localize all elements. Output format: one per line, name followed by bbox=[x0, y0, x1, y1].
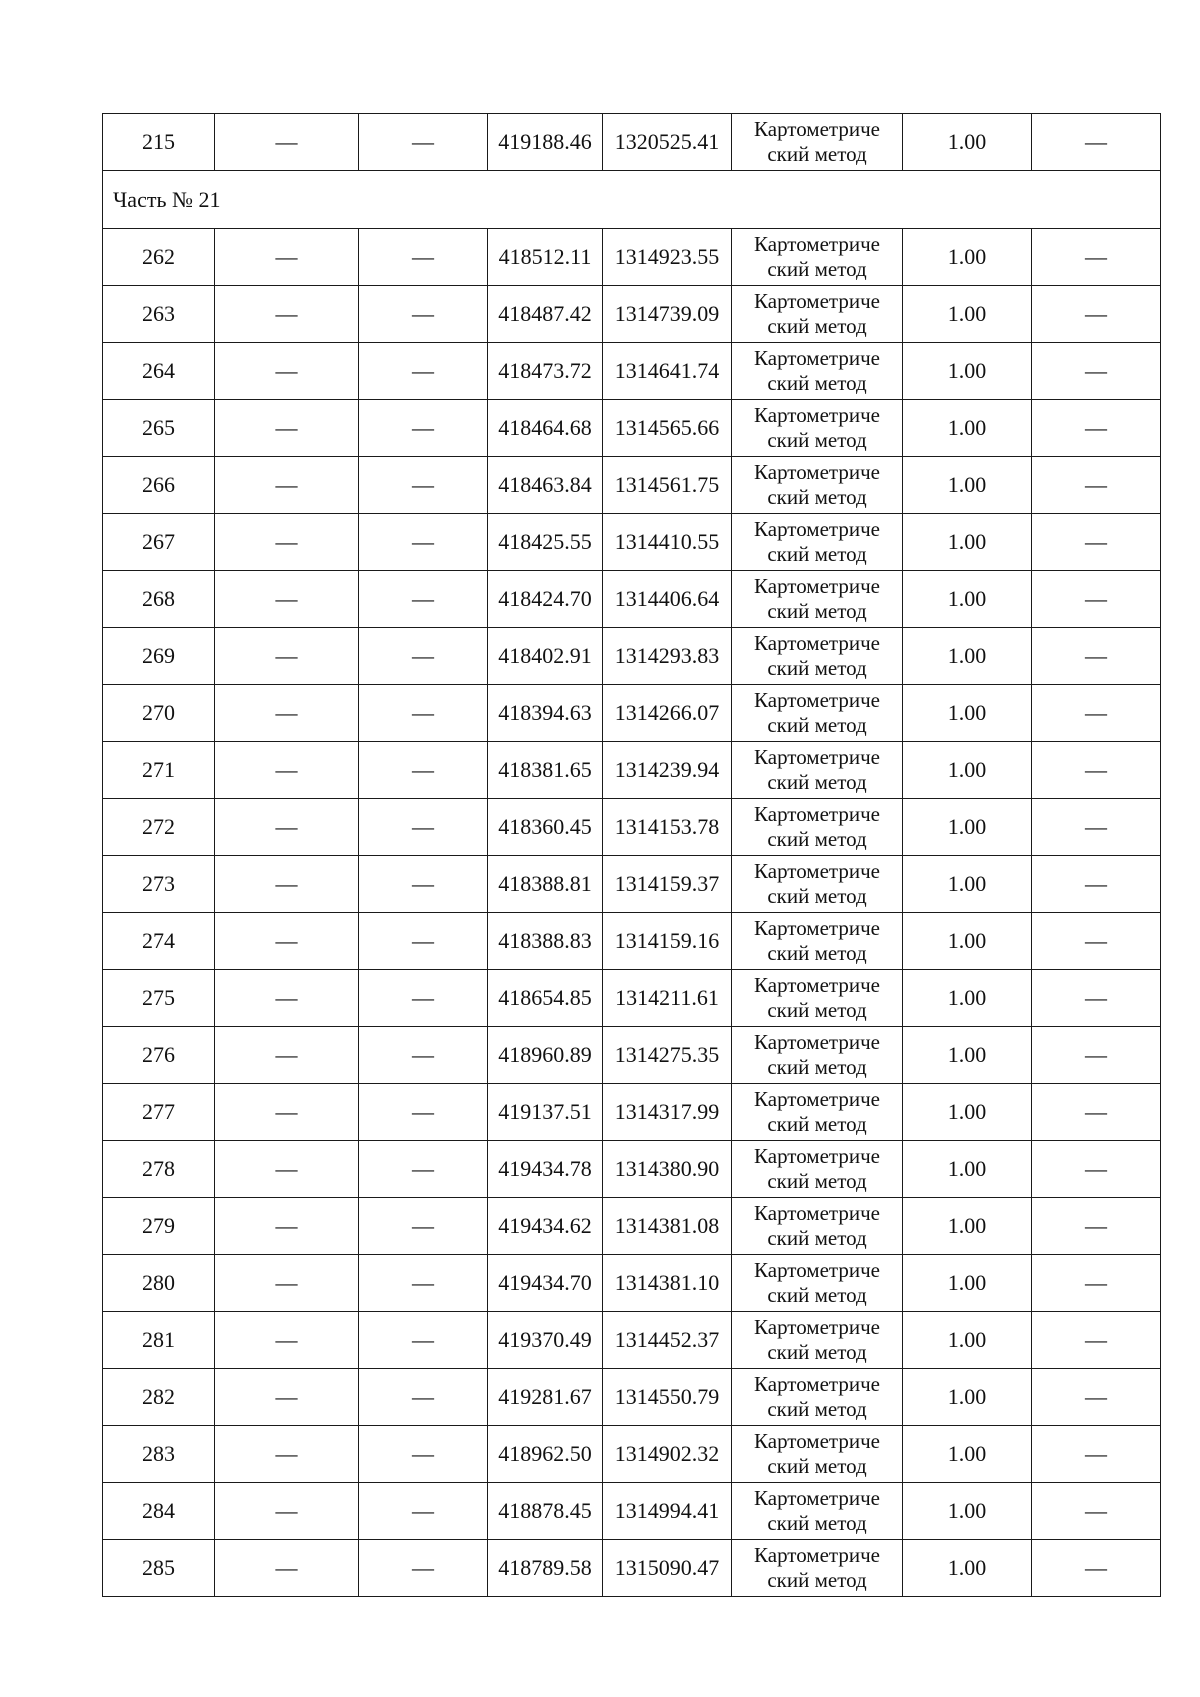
accuracy-cell: 1.00 bbox=[903, 114, 1032, 171]
dash-cell: — bbox=[1032, 1255, 1161, 1312]
dash-cell: — bbox=[1032, 1369, 1161, 1426]
dash-cell: — bbox=[215, 1198, 359, 1255]
table-row bbox=[103, 970, 1161, 1027]
method-cell: Картометриче ский метод bbox=[732, 1255, 903, 1312]
dash-cell: — bbox=[359, 742, 488, 799]
accuracy-cell: 1.00 bbox=[903, 913, 1032, 970]
dash-cell: — bbox=[1032, 114, 1161, 171]
y-coordinate-cell: 1314994.41 bbox=[603, 1483, 732, 1540]
dash-cell: — bbox=[1032, 799, 1161, 856]
dash-cell: — bbox=[1032, 229, 1161, 286]
accuracy-cell: 1.00 bbox=[903, 229, 1032, 286]
x-coordinate-cell: 418402.91 bbox=[488, 628, 603, 685]
y-coordinate-cell: 1314561.75 bbox=[603, 457, 732, 514]
x-coordinate-cell: 419434.70 bbox=[488, 1255, 603, 1312]
accuracy-cell: 1.00 bbox=[903, 571, 1032, 628]
table-row bbox=[103, 1426, 1161, 1483]
x-coordinate-cell: 418388.83 bbox=[488, 913, 603, 970]
dash-cell: — bbox=[359, 229, 488, 286]
method-cell: Картометриче ский метод bbox=[732, 400, 903, 457]
accuracy-cell: 1.00 bbox=[903, 514, 1032, 571]
point-number-cell: 285 bbox=[103, 1540, 215, 1597]
x-coordinate-cell: 418473.72 bbox=[488, 343, 603, 400]
dash-cell: — bbox=[1032, 685, 1161, 742]
method-cell: Картометриче ский метод bbox=[732, 1426, 903, 1483]
method-cell: Картометриче ский метод bbox=[732, 1483, 903, 1540]
dash-cell: — bbox=[359, 514, 488, 571]
table-row bbox=[103, 1369, 1161, 1426]
dash-cell: — bbox=[359, 1255, 488, 1312]
point-number-cell: 274 bbox=[103, 913, 215, 970]
dash-cell: — bbox=[215, 685, 359, 742]
dash-cell: — bbox=[215, 343, 359, 400]
method-cell: Картометриче ский метод bbox=[732, 571, 903, 628]
dash-cell: — bbox=[1032, 1540, 1161, 1597]
dash-cell: — bbox=[359, 400, 488, 457]
point-number-cell: 262 bbox=[103, 229, 215, 286]
y-coordinate-cell: 1314275.35 bbox=[603, 1027, 732, 1084]
y-coordinate-cell: 1314410.55 bbox=[603, 514, 732, 571]
table-row bbox=[103, 1255, 1161, 1312]
point-number-cell: 283 bbox=[103, 1426, 215, 1483]
x-coordinate-cell: 418425.55 bbox=[488, 514, 603, 571]
x-coordinate-cell: 418360.45 bbox=[488, 799, 603, 856]
dash-cell: — bbox=[359, 114, 488, 171]
table-row bbox=[103, 1312, 1161, 1369]
y-coordinate-cell: 1314550.79 bbox=[603, 1369, 732, 1426]
x-coordinate-cell: 419137.51 bbox=[488, 1084, 603, 1141]
point-number-cell: 269 bbox=[103, 628, 215, 685]
coordinates-table bbox=[102, 113, 1161, 1597]
method-cell: Картометриче ский метод bbox=[732, 1369, 903, 1426]
method-cell: Картометриче ский метод bbox=[732, 1198, 903, 1255]
table-row bbox=[103, 1084, 1161, 1141]
y-coordinate-cell: 1314266.07 bbox=[603, 685, 732, 742]
point-number-cell: 263 bbox=[103, 286, 215, 343]
dash-cell: — bbox=[215, 1027, 359, 1084]
dash-cell: — bbox=[359, 856, 488, 913]
dash-cell: — bbox=[1032, 514, 1161, 571]
table-row bbox=[103, 343, 1161, 400]
x-coordinate-cell: 418962.50 bbox=[488, 1426, 603, 1483]
table-row bbox=[103, 799, 1161, 856]
x-coordinate-cell: 418878.45 bbox=[488, 1483, 603, 1540]
dash-cell: — bbox=[215, 514, 359, 571]
accuracy-cell: 1.00 bbox=[903, 1084, 1032, 1141]
point-number-cell: 277 bbox=[103, 1084, 215, 1141]
dash-cell: — bbox=[215, 1369, 359, 1426]
dash-cell: — bbox=[359, 1027, 488, 1084]
point-number-cell: 284 bbox=[103, 1483, 215, 1540]
dash-cell: — bbox=[215, 114, 359, 171]
point-number-cell: 275 bbox=[103, 970, 215, 1027]
table-row bbox=[103, 913, 1161, 970]
method-cell: Картометриче ский метод bbox=[732, 1084, 903, 1141]
point-number-cell: 281 bbox=[103, 1312, 215, 1369]
table-row bbox=[103, 286, 1161, 343]
dash-cell: — bbox=[215, 400, 359, 457]
method-cell: Картометриче ский метод bbox=[732, 856, 903, 913]
point-number-cell: 267 bbox=[103, 514, 215, 571]
dash-cell: — bbox=[215, 229, 359, 286]
y-coordinate-cell: 1314565.66 bbox=[603, 400, 732, 457]
dash-cell: — bbox=[215, 742, 359, 799]
dash-cell: — bbox=[215, 1255, 359, 1312]
table-row bbox=[103, 1483, 1161, 1540]
x-coordinate-cell: 418789.58 bbox=[488, 1540, 603, 1597]
dash-cell: — bbox=[1032, 286, 1161, 343]
dash-cell: — bbox=[215, 1483, 359, 1540]
x-coordinate-cell: 418388.81 bbox=[488, 856, 603, 913]
document-page bbox=[102, 113, 1160, 1597]
dash-cell: — bbox=[359, 1426, 488, 1483]
dash-cell: — bbox=[215, 571, 359, 628]
point-number-cell: 272 bbox=[103, 799, 215, 856]
point-number-cell: 279 bbox=[103, 1198, 215, 1255]
method-cell: Картометриче ский метод bbox=[732, 343, 903, 400]
table-row bbox=[103, 628, 1161, 685]
dash-cell: — bbox=[359, 628, 488, 685]
accuracy-cell: 1.00 bbox=[903, 1540, 1032, 1597]
method-cell: Картометриче ский метод bbox=[732, 913, 903, 970]
x-coordinate-cell: 419434.78 bbox=[488, 1141, 603, 1198]
x-coordinate-cell: 419188.46 bbox=[488, 114, 603, 171]
x-coordinate-cell: 418464.68 bbox=[488, 400, 603, 457]
dash-cell: — bbox=[359, 1483, 488, 1540]
table-row bbox=[103, 685, 1161, 742]
accuracy-cell: 1.00 bbox=[903, 1312, 1032, 1369]
table-row bbox=[103, 514, 1161, 571]
table-row bbox=[103, 229, 1161, 286]
dash-cell: — bbox=[359, 1084, 488, 1141]
point-number-cell: 215 bbox=[103, 114, 215, 171]
dash-cell: — bbox=[359, 1369, 488, 1426]
table-row bbox=[103, 400, 1161, 457]
x-coordinate-cell: 418960.89 bbox=[488, 1027, 603, 1084]
accuracy-cell: 1.00 bbox=[903, 856, 1032, 913]
method-cell: Картометриче ский метод bbox=[732, 286, 903, 343]
table-row bbox=[103, 1198, 1161, 1255]
y-coordinate-cell: 1314923.55 bbox=[603, 229, 732, 286]
accuracy-cell: 1.00 bbox=[903, 628, 1032, 685]
method-cell: Картометриче ский метод bbox=[732, 628, 903, 685]
y-coordinate-cell: 1315090.47 bbox=[603, 1540, 732, 1597]
dash-cell: — bbox=[215, 856, 359, 913]
point-number-cell: 268 bbox=[103, 571, 215, 628]
dash-cell: — bbox=[1032, 970, 1161, 1027]
accuracy-cell: 1.00 bbox=[903, 742, 1032, 799]
y-coordinate-cell: 1314381.08 bbox=[603, 1198, 732, 1255]
y-coordinate-cell: 1314902.32 bbox=[603, 1426, 732, 1483]
accuracy-cell: 1.00 bbox=[903, 400, 1032, 457]
x-coordinate-cell: 419281.67 bbox=[488, 1369, 603, 1426]
y-coordinate-cell: 1314381.10 bbox=[603, 1255, 732, 1312]
dash-cell: — bbox=[359, 1312, 488, 1369]
x-coordinate-cell: 418487.42 bbox=[488, 286, 603, 343]
accuracy-cell: 1.00 bbox=[903, 343, 1032, 400]
dash-cell: — bbox=[1032, 1027, 1161, 1084]
table-row bbox=[103, 1540, 1161, 1597]
y-coordinate-cell: 1314380.90 bbox=[603, 1141, 732, 1198]
dash-cell: — bbox=[359, 571, 488, 628]
dash-cell: — bbox=[1032, 1312, 1161, 1369]
method-cell: Картометриче ский метод bbox=[732, 1312, 903, 1369]
method-cell: Картометриче ский метод bbox=[732, 799, 903, 856]
table-row bbox=[103, 1141, 1161, 1198]
dash-cell: — bbox=[359, 799, 488, 856]
y-coordinate-cell: 1314452.37 bbox=[603, 1312, 732, 1369]
x-coordinate-cell: 418394.63 bbox=[488, 685, 603, 742]
accuracy-cell: 1.00 bbox=[903, 970, 1032, 1027]
y-coordinate-cell: 1314239.94 bbox=[603, 742, 732, 799]
table-row bbox=[103, 114, 1161, 171]
dash-cell: — bbox=[215, 1426, 359, 1483]
dash-cell: — bbox=[215, 913, 359, 970]
dash-cell: — bbox=[215, 970, 359, 1027]
dash-cell: — bbox=[359, 685, 488, 742]
dash-cell: — bbox=[1032, 1084, 1161, 1141]
dash-cell: — bbox=[215, 1540, 359, 1597]
point-number-cell: 282 bbox=[103, 1369, 215, 1426]
x-coordinate-cell: 418654.85 bbox=[488, 970, 603, 1027]
x-coordinate-cell: 418424.70 bbox=[488, 571, 603, 628]
table-row bbox=[103, 457, 1161, 514]
dash-cell: — bbox=[1032, 1426, 1161, 1483]
dash-cell: — bbox=[359, 970, 488, 1027]
dash-cell: — bbox=[1032, 457, 1161, 514]
accuracy-cell: 1.00 bbox=[903, 1255, 1032, 1312]
dash-cell: — bbox=[215, 286, 359, 343]
dash-cell: — bbox=[215, 1084, 359, 1141]
method-cell: Картометриче ский метод bbox=[732, 970, 903, 1027]
dash-cell: — bbox=[359, 1141, 488, 1198]
dash-cell: — bbox=[1032, 343, 1161, 400]
method-cell: Картометриче ский метод bbox=[732, 742, 903, 799]
point-number-cell: 276 bbox=[103, 1027, 215, 1084]
dash-cell: — bbox=[215, 1141, 359, 1198]
point-number-cell: 271 bbox=[103, 742, 215, 799]
dash-cell: — bbox=[359, 1540, 488, 1597]
point-number-cell: 270 bbox=[103, 685, 215, 742]
accuracy-cell: 1.00 bbox=[903, 457, 1032, 514]
x-coordinate-cell: 419370.49 bbox=[488, 1312, 603, 1369]
dash-cell: — bbox=[359, 1198, 488, 1255]
x-coordinate-cell: 418381.65 bbox=[488, 742, 603, 799]
dash-cell: — bbox=[1032, 742, 1161, 799]
y-coordinate-cell: 1314211.61 bbox=[603, 970, 732, 1027]
method-cell: Картометриче ский метод bbox=[732, 1027, 903, 1084]
x-coordinate-cell: 418512.11 bbox=[488, 229, 603, 286]
y-coordinate-cell: 1314317.99 bbox=[603, 1084, 732, 1141]
x-coordinate-cell: 418463.84 bbox=[488, 457, 603, 514]
accuracy-cell: 1.00 bbox=[903, 1198, 1032, 1255]
accuracy-cell: 1.00 bbox=[903, 685, 1032, 742]
y-coordinate-cell: 1320525.41 bbox=[603, 114, 732, 171]
dash-cell: — bbox=[1032, 856, 1161, 913]
dash-cell: — bbox=[1032, 913, 1161, 970]
dash-cell: — bbox=[215, 457, 359, 514]
table-row bbox=[103, 742, 1161, 799]
method-cell: Картометриче ский метод bbox=[732, 114, 903, 171]
dash-cell: — bbox=[359, 913, 488, 970]
accuracy-cell: 1.00 bbox=[903, 799, 1032, 856]
accuracy-cell: 1.00 bbox=[903, 1426, 1032, 1483]
dash-cell: — bbox=[215, 1312, 359, 1369]
part-header-row bbox=[103, 171, 1161, 229]
point-number-cell: 266 bbox=[103, 457, 215, 514]
point-number-cell: 273 bbox=[103, 856, 215, 913]
y-coordinate-cell: 1314406.64 bbox=[603, 571, 732, 628]
dash-cell: — bbox=[1032, 1483, 1161, 1540]
dash-cell: — bbox=[1032, 571, 1161, 628]
dash-cell: — bbox=[1032, 400, 1161, 457]
point-number-cell: 264 bbox=[103, 343, 215, 400]
y-coordinate-cell: 1314293.83 bbox=[603, 628, 732, 685]
coordinates-table-body bbox=[103, 114, 1161, 1597]
y-coordinate-cell: 1314641.74 bbox=[603, 343, 732, 400]
point-number-cell: 265 bbox=[103, 400, 215, 457]
point-number-cell: 278 bbox=[103, 1141, 215, 1198]
method-cell: Картометриче ский метод bbox=[732, 685, 903, 742]
method-cell: Картометриче ский метод bbox=[732, 514, 903, 571]
dash-cell: — bbox=[1032, 1141, 1161, 1198]
dash-cell: — bbox=[1032, 628, 1161, 685]
dash-cell: — bbox=[359, 457, 488, 514]
accuracy-cell: 1.00 bbox=[903, 1369, 1032, 1426]
dash-cell: — bbox=[359, 286, 488, 343]
part-label: Часть № 21 bbox=[103, 171, 1161, 229]
dash-cell: — bbox=[1032, 1198, 1161, 1255]
y-coordinate-cell: 1314159.37 bbox=[603, 856, 732, 913]
y-coordinate-cell: 1314159.16 bbox=[603, 913, 732, 970]
accuracy-cell: 1.00 bbox=[903, 286, 1032, 343]
method-cell: Картометриче ский метод bbox=[732, 229, 903, 286]
dash-cell: — bbox=[359, 343, 488, 400]
table-row bbox=[103, 571, 1161, 628]
accuracy-cell: 1.00 bbox=[903, 1027, 1032, 1084]
y-coordinate-cell: 1314153.78 bbox=[603, 799, 732, 856]
method-cell: Картометриче ский метод bbox=[732, 1540, 903, 1597]
x-coordinate-cell: 419434.62 bbox=[488, 1198, 603, 1255]
method-cell: Картометриче ский метод bbox=[732, 1141, 903, 1198]
table-row bbox=[103, 856, 1161, 913]
point-number-cell: 280 bbox=[103, 1255, 215, 1312]
accuracy-cell: 1.00 bbox=[903, 1141, 1032, 1198]
accuracy-cell: 1.00 bbox=[903, 1483, 1032, 1540]
y-coordinate-cell: 1314739.09 bbox=[603, 286, 732, 343]
dash-cell: — bbox=[215, 628, 359, 685]
table-row bbox=[103, 1027, 1161, 1084]
method-cell: Картометриче ский метод bbox=[732, 457, 903, 514]
dash-cell: — bbox=[215, 799, 359, 856]
